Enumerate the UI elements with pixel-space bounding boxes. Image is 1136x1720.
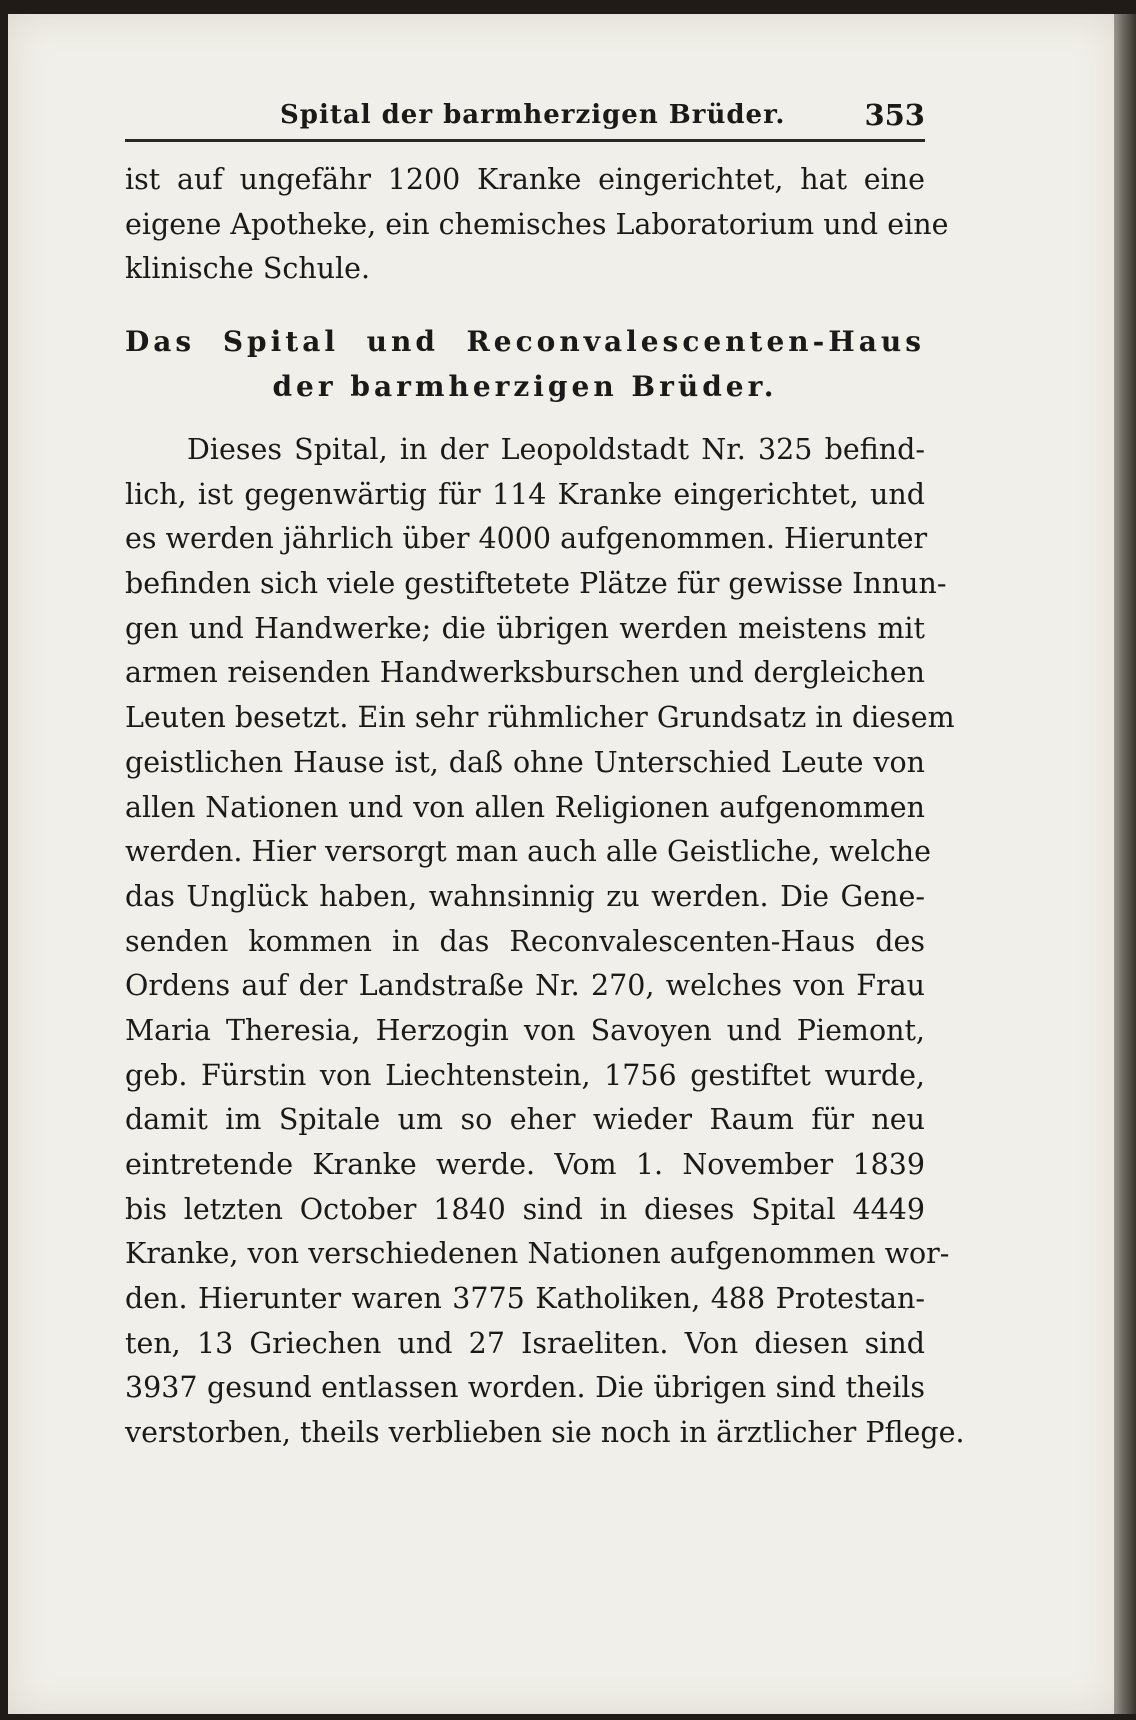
text-line: den. Hierunter waren 3775 Katholiken, 488 Protestan- xyxy=(125,1282,925,1316)
text-line: eigene Apotheke, ein chemisches Laboratorium und eine xyxy=(125,207,949,241)
page-edge xyxy=(1114,14,1136,1714)
page-number: 353 xyxy=(864,98,925,132)
text-line: befinden sich viele gestiftetete Plätze für gewisse Innun- xyxy=(125,567,947,601)
text-line: Kranke, von verschiedenen Nationen aufgenommen wor- xyxy=(125,1237,950,1271)
text-line: Maria Theresia, Herzogin von Savoyen und Piemont, xyxy=(125,1013,925,1047)
header-rule xyxy=(125,139,925,142)
text-line: das Unglück haben, wahnsinnig zu werden. Die Gene- xyxy=(125,879,925,913)
text-line: verstorben, theils verblieben sie noch in ärztlicher Pflege. xyxy=(125,1416,965,1450)
text-line: werden. Hier versorgt man auch alle Geistliche, welche xyxy=(125,835,931,869)
text-line: bis letzten October 1840 sind in dieses Spital 4449 xyxy=(125,1192,925,1226)
text-line: klinische Schule. xyxy=(125,252,371,286)
text-line: geistlichen Hause ist, daß ohne Unterschied Leute von xyxy=(125,745,925,779)
text-line: allen Nationen und von allen Religionen aufgenommen xyxy=(125,790,925,824)
continuation-paragraph xyxy=(125,158,949,292)
heading-line: der barmherzigen Brüder. xyxy=(272,369,778,403)
text-line: Leuten besetzt. Ein sehr rühmlicher Grundsatz in diesem xyxy=(125,701,955,735)
text-line: es werden jährlich über 4000 aufgenommen. Hierunter xyxy=(125,522,928,556)
text-line: Dieses Spital, in der Leopoldstadt Nr. 325 befind- xyxy=(187,433,925,466)
text-line: 3937 gesund entlassen worden. Die übrigen sind theils xyxy=(125,1371,925,1405)
running-head xyxy=(125,100,925,144)
text-line: geb. Fürstin von Liechtenstein, 1756 gestiftet wurde, xyxy=(125,1058,925,1092)
text-line: gen und Handwerke; die übrigen werden meistens mit xyxy=(125,611,925,645)
text-line: ist auf ungefähr 1200 Kranke eingerichtet, hat eine xyxy=(125,163,925,196)
text-line: armen reisenden Handwerksburschen und dergleichen xyxy=(125,656,925,690)
text-line: damit im Spitale um so eher wieder Raum für neu xyxy=(125,1103,925,1137)
text-line: lich, ist gegenwärtig für 114 Kranke eingerichtet, und xyxy=(125,477,925,511)
body-paragraph xyxy=(125,428,965,1456)
section-heading xyxy=(125,320,925,409)
text-line: Ordens auf der Landstraße Nr. 270, welches von Frau xyxy=(125,969,925,1003)
heading-line: Das Spital und Reconvalescenten-Haus xyxy=(125,325,925,358)
text-line: senden kommen in das Reconvalescenten-Haus des xyxy=(125,924,925,958)
running-title: Spital der barmherzigen Brüder. xyxy=(280,100,786,130)
text-line: eintretende Kranke werde. Vom 1. November 1839 xyxy=(125,1148,925,1181)
text-line: ten, 13 Griechen und 27 Israeliten. Von diesen sind xyxy=(125,1326,925,1360)
